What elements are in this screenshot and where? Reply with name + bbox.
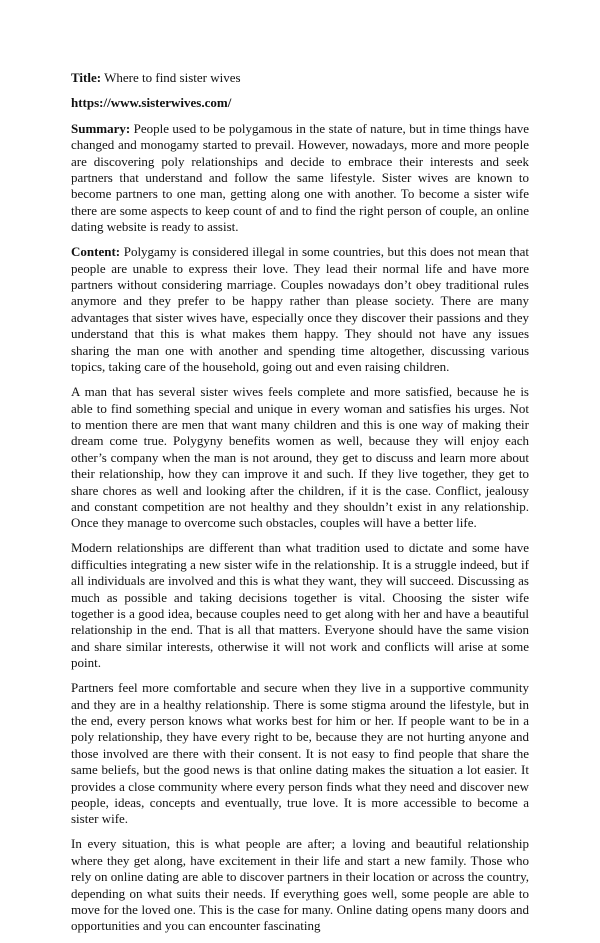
url-link[interactable]: https://www.sisterwives.com/: [71, 95, 232, 111]
content-paragraph-4: Partners feel more comfortable and secure when they live in a supportive community and they are in a healthy relationship. There is some stigma around the lifestyle, but in the end, every person knows what works best for him or her. If people want to be in a poly relationship, they have every right to be, because they are not hurting anyone and those involved are there with their consent. It is not easy to find people that share the same beliefs, but the good news is that online dating makes the situation a lot easier. It provides a close community where every person finds what they need and discover new people, ideas, concepts and eventually, true love. It is more accessible to become a sister wife.: [71, 680, 529, 827]
title-value: Where to find sister wives: [104, 70, 241, 85]
document-page: [71, 70, 529, 943]
content-text-1: Polygamy is considered illegal in some countries, but this does not mean that people are unable to express their love. They lead their normal life and have more partners without considering marriage. Couples nowadays don’t obey traditional rules anymore and they prefer to be happy rather than please society. There are many advantages that sister wives have, especially once they discover their passions and they understand that this is what makes them happy. They should not have any issues sharing the man one with another and spending time altogether, discussing various topics, taking care of the household, going out and even raising children.: [71, 244, 530, 375]
summary-text: People used to be polygamous in the state of nature, but in time things have changed and monogamy started to prevail. However, nowadays, more and more people are discovering poly relationships and decide to embrace their interests and seek partners that understand and follow the same lifestyle. Sister wives are known to become partners to one man, getting along one with another. To become a sister wife there are some aspects to keep count of and to find the right person of couple, an online dating website is ready to assist.: [71, 120, 529, 235]
content-label: Content:: [71, 244, 121, 260]
title-line: [71, 70, 529, 86]
content-paragraph-1: [71, 244, 529, 375]
content-paragraph-2: A man that has several sister wives feels complete and more satisfied, because he is able to find something special and unique in every woman and satisfies his urges. Not to mention there are men that want many children and this is one way of making their dream come true. Polygyny benefits women as well, because they will enjoy each other’s company when the man is not around, they get to discuss and learn more about their relationship, how they can improve it and such. If they live together, they get to share chores as well and looking after the children, if it is the case. Conflict, jealousy and constant competition are not healthy and they shouldn’t exist in any relationship. Once they manage to overcome such obstacles, couples will have a better life.: [71, 384, 529, 531]
summary-paragraph: [71, 121, 529, 236]
content-paragraph-3: Modern relationships are different than what tradition used to dictate and some have difficulties integrating a new sister wife in the relationship. It is a struggle indeed, but if all individuals are involved and this is what they want, they will succeed. Discussing as much as possible and taking decisions together is vital. Choosing the sister wife together is a good idea, because couples need to get along with her and have a beautiful relationship in the end. That is all that matters. Everyone should have the same vision and share similar interests, otherwise it will not work and conflicts will arise at some point.: [71, 540, 529, 671]
url-line: [71, 95, 529, 111]
content-paragraph-5: In every situation, this is what people are after; a loving and beautiful relationship where they get along, have excitement in their life and start a new family. Those who rely on online dating are able to discover partners in their location or across the country, depending on what suits their needs. If everything goes well, some people are able to move for the loved one. This is the case for many. Online dating opens many doors and opportunities and you can encounter fascinating: [71, 836, 529, 934]
title-label: Title:: [71, 70, 102, 85]
summary-label: Summary:: [71, 120, 131, 136]
